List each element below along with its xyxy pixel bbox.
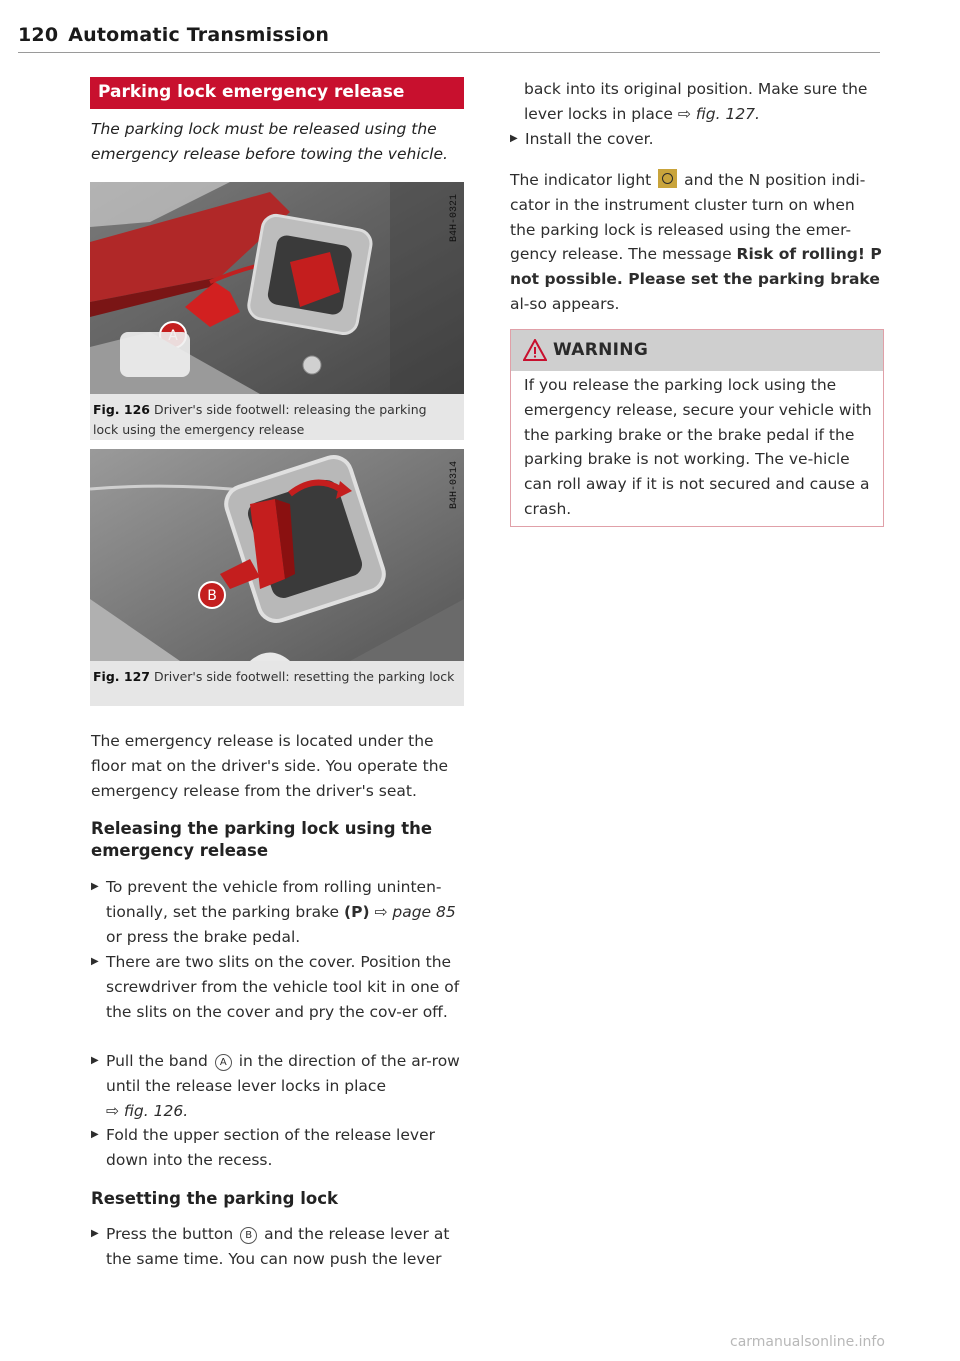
list-item: ▶ Press the button B and the release lever at the same time. You can now push the lever (91, 1222, 466, 1272)
header-rule (18, 52, 880, 53)
list-item: ▶ Install the cover. (510, 127, 885, 152)
message-text: Risk of rolling! P not possible. Please set the parking brake (510, 245, 882, 289)
continued-paragraph: back into its original position. Make sure the lever locks in place ⇨ fig. 127. (524, 80, 868, 123)
resetting-heading: Resetting the parking lock (91, 1189, 338, 1208)
chapter-title: Automatic Transmission (68, 24, 330, 46)
bullet-triangle-icon: ▶ (91, 956, 99, 967)
marker-a-icon: A (215, 1054, 232, 1071)
bullet-triangle-icon: ▶ (91, 881, 99, 892)
figure-code: B4H-0321 (449, 194, 460, 243)
watermark: carmanualsonline.info (730, 1334, 885, 1350)
warning-triangle-icon (523, 339, 547, 361)
section-intro: The parking lock must be released using the emergency release before towing the vehicle. (91, 120, 448, 163)
figure-label: Fig. 127 (93, 669, 150, 684)
marker-b-icon: B (240, 1227, 257, 1244)
warning-title: WARNING (553, 340, 649, 360)
intro-paragraph: The emergency release is located under the floor mat on the driver's side. You operate the emergency release from the driver's seat. (91, 732, 449, 800)
figure-code: B4H-0314 (449, 461, 460, 510)
section-title: Parking lock emergency release (98, 82, 405, 102)
figure-126 (90, 182, 464, 440)
indicator-paragraph: The indicator light and the N position indi-cator in the instrument cluster turn on when the parking lock is released using the emer-gency release. The message Risk of rolling! P not possible. Please set the parking brake al-so appears. (510, 171, 882, 313)
releasing-heading: Releasing the parking lock using the emergency release (91, 819, 433, 860)
figure-caption-text: Driver's side footwell: releasing the parking lock using the emergency release (93, 402, 427, 437)
figure-127 (90, 449, 464, 706)
figure-127-image (90, 449, 464, 661)
figure-reference-link[interactable]: ⇨ fig. 127. (677, 104, 760, 123)
figure-caption (93, 400, 455, 440)
bullet-triangle-icon: ▶ (91, 1129, 99, 1140)
section-title-bar (90, 77, 464, 109)
figure-caption (93, 667, 455, 687)
list-item: ▶ Pull the band A in the direction of the ar-row until the release lever locks in place ⇨ fig. 126. (91, 1049, 466, 1123)
page-reference-link[interactable]: ⇨ page 85 (374, 902, 456, 921)
page-number: 120 (18, 24, 59, 46)
warning-header (511, 330, 883, 371)
warning-box (510, 329, 884, 527)
warning-text: If you release the parking lock using the emergency release, secure your vehicle with the parking brake or the brake pedal if the parking brake is not working. The ve-hicle can roll away if it is not secured and cause a crash. (524, 376, 872, 518)
svg-text:B: B (207, 588, 217, 604)
bullet-triangle-icon: ▶ (91, 1228, 99, 1239)
figure-reference-link[interactable]: ⇨ fig. 126. (106, 1101, 189, 1120)
list-item: ▶ To prevent the vehicle from rolling uninten- tionally, set the parking brake (P) ⇨ page 85 or press the brake pedal. (91, 875, 466, 949)
list-item: ▶ There are two slits on the cover. Position the screwdriver from the vehicle tool kit in one of the slits on the cover and pry the cov-er off. (91, 950, 466, 1024)
bullet-triangle-icon: ▶ (510, 133, 518, 144)
indicator-light-icon (658, 169, 677, 188)
bullet-triangle-icon: ▶ (91, 1055, 99, 1066)
figure-label: Fig. 126 (93, 402, 150, 417)
list-item: ▶ Fold the upper section of the release lever down into the recess. (91, 1123, 466, 1173)
figure-126-image (90, 182, 464, 394)
parking-brake-icon: (P) (344, 902, 370, 921)
figure-caption-text: Driver's side footwell: resetting the parking lock (153, 669, 455, 684)
page-header (18, 24, 329, 46)
